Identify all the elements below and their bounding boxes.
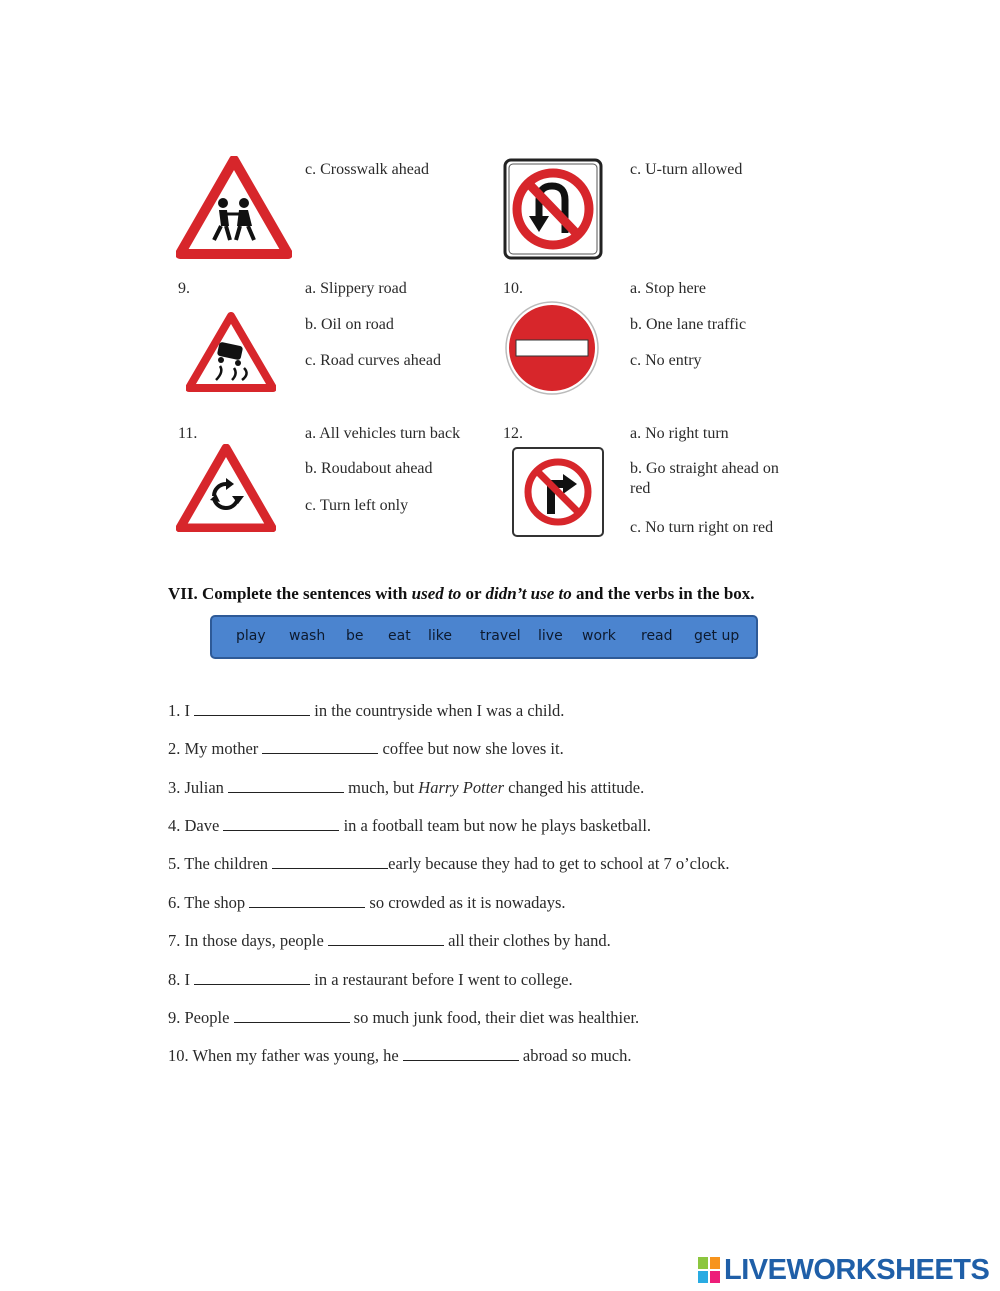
verb-item: play (236, 628, 266, 644)
sign-option: c. No turn right on red (630, 519, 774, 536)
slippery-road-sign-icon (186, 312, 276, 392)
answer-blank[interactable] (223, 814, 339, 831)
verb-item: travel (480, 628, 521, 644)
question-number: 12. (503, 425, 523, 442)
verb-item: live (538, 628, 563, 644)
sign-option: a. No right turn (630, 425, 729, 442)
question-number: 11. (178, 425, 198, 442)
sentence: 7. In those days, people all their clothes by hand. (168, 931, 611, 950)
sign-option: a. Slippery road (305, 280, 407, 297)
sentence: 10. When my father was young, he abroad so much. (168, 1046, 632, 1065)
no-right-turn-sign-icon (511, 446, 605, 538)
sign-option: b. Go straight ahead on red (630, 460, 779, 497)
verb-item: be (346, 628, 364, 644)
sentence: 4. Dave in a football team but now he plays basketball. (168, 816, 652, 835)
sign-option: c. Road curves ahead (305, 352, 441, 369)
answer-blank[interactable] (234, 1006, 350, 1023)
question-number: 9. (178, 280, 190, 297)
no-u-turn-sign-icon (503, 158, 603, 260)
answer-blank[interactable] (194, 699, 310, 716)
sign-option: c. U-turn allowed (630, 161, 743, 178)
sentence: 1. I in the countryside when I was a child. (168, 701, 565, 720)
no-entry-sign-icon (502, 300, 602, 396)
sentence: 6. The shop so crowded as it is nowadays. (168, 893, 566, 912)
sentence: 3. Julian much, but Harry Potter changed his attitude. (168, 778, 645, 797)
verb-item: wash (289, 628, 326, 644)
answer-blank[interactable] (262, 737, 378, 754)
sentence: 9. People so much junk food, their diet was healthier. (168, 1008, 640, 1027)
verb-item: work (582, 628, 616, 644)
answer-blank[interactable] (194, 968, 310, 985)
answer-blank[interactable] (328, 929, 444, 946)
sign-option: c. Turn left only (305, 497, 409, 514)
sentence: 5. The children early because they had to get to school at 7 o’clock. (168, 854, 730, 873)
verb-box (210, 615, 758, 659)
verb-item: eat (388, 628, 411, 644)
sign-option: c. Crosswalk ahead (305, 161, 429, 178)
answer-blank[interactable] (249, 891, 365, 908)
sentence: 8. I in a restaurant before I went to college. (168, 970, 573, 989)
verb-item: read (641, 628, 673, 644)
sentence: 2. My mother coffee but now she loves it. (168, 739, 564, 758)
answer-blank[interactable] (228, 776, 344, 793)
verb-item: like (428, 628, 453, 644)
children-crossing-sign-icon (176, 156, 292, 260)
liveworksheets-logo[interactable]: LIVEWORKSHEETS (698, 1254, 989, 1286)
logo-mark-icon (698, 1257, 720, 1283)
sign-option: a. All vehicles turn back (305, 425, 461, 442)
verb-item: get up (694, 628, 740, 644)
answer-blank[interactable] (403, 1044, 519, 1061)
sign-option: b. Oil on road (305, 316, 394, 333)
sign-option: b. One lane traffic (630, 316, 747, 333)
sign-option: a. Stop here (630, 280, 706, 297)
roundabout-sign-icon (176, 444, 276, 532)
sign-option: c. No entry (630, 352, 702, 369)
answer-blank[interactable] (272, 852, 388, 869)
question-number: 10. (503, 280, 523, 297)
sign-option: b. Roudabout ahead (305, 460, 433, 477)
section-title: VII. Complete the sentences with used to or didn’t use to and the verbs in the box. (168, 584, 755, 603)
